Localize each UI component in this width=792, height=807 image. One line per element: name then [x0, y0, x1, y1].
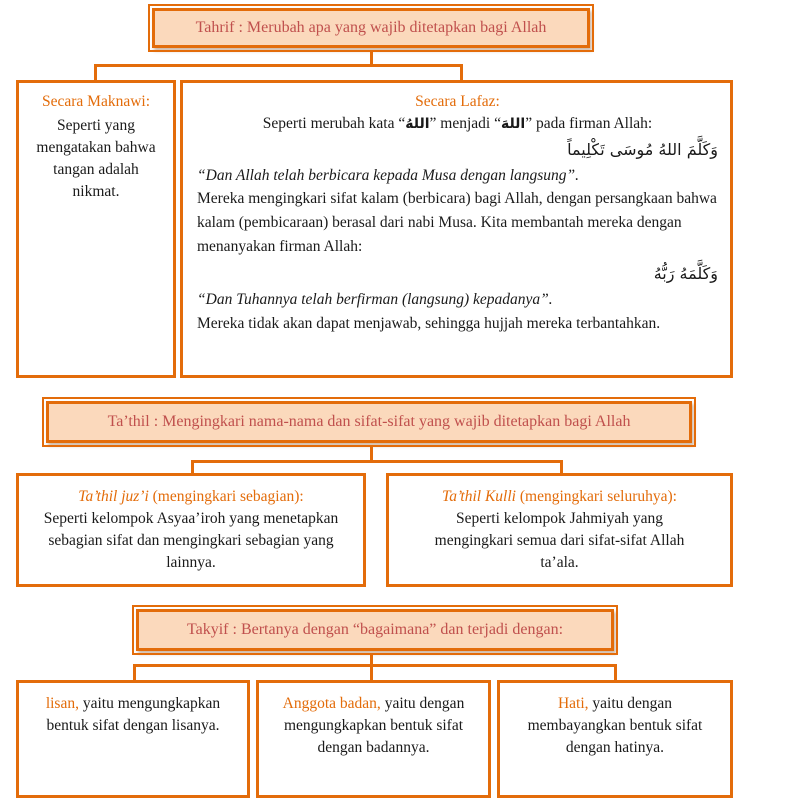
lafaz-intro-after: ” pada firman Allah:: [525, 115, 653, 132]
tahrif-header-text: Tahrif : Merubah apa yang wajib ditetapkan bagi Allah: [195, 19, 547, 36]
lafaz-intro-before: Seperti merubah kata “: [262, 115, 406, 132]
tathil-juzi-title-italic: Ta’thil juz’i: [78, 488, 149, 505]
tathil-juzi-title: [27, 486, 355, 508]
takyif-lisan-box: [16, 680, 250, 798]
takyif-connector-bar: [133, 664, 617, 667]
tathil-juzi-box: [16, 473, 366, 587]
takyif-header: [136, 609, 614, 651]
takyif-anggota-title: Anggota badan,: [282, 695, 381, 712]
takyif-connector-left: [133, 664, 136, 680]
tathil-connector-right: [560, 460, 563, 473]
tahrif-connector-bar: [94, 64, 463, 67]
maknawi-box: [16, 80, 176, 378]
tathil-header-text: Ta’thil : Mengingkari nama-nama dan sifat-sifat yang wajib ditetapkan bagi Allah: [107, 413, 631, 430]
takyif-lisan-title: lisan,: [45, 695, 79, 712]
tathil-kulli-title-italic: Ta’thil Kulli: [442, 488, 516, 505]
lafaz-paragraph-1: Mereka mengingkari sifat kalam (berbicara) bagi Allah, dengan persangkaan bahwa kalam (pembicaraan) berasal dari nabi Musa. Kita membantah mereka dengan menanyakan firman Allah:: [197, 190, 717, 255]
tathil-kulli-title: [399, 486, 720, 508]
tathil-kulli-title-rest: (mengingkari seluruhya):: [515, 488, 677, 505]
arabic-verse-1: وَكَلَّمَ اللهُ مُوسَى تَكْلِيماً: [567, 140, 718, 159]
takyif-hati-title: Hati,: [557, 695, 589, 712]
takyif-header-text: Takyif : Bertanya dengan “bagaimana” dan terjadi dengan:: [186, 621, 564, 638]
takyif-anggota-body: yaitu dengan mengungkapkan bentuk sifat dengan badannya.: [283, 695, 465, 756]
maknawi-title: Secara Maknawi:: [41, 93, 151, 110]
takyif-connector-mid: [370, 664, 373, 680]
lafaz-title: Secara Lafaz:: [415, 93, 500, 110]
tathil-connector-bar: [191, 460, 563, 463]
takyif-hati-body: yaitu dengan membayangkan bentuk sifat dengan hatinya.: [527, 695, 703, 756]
tahrif-header: [152, 8, 590, 48]
takyif-lisan-body: yaitu mengungkapkan bentuk sifat dengan lisanya.: [46, 695, 221, 734]
lafaz-intro-middle: ” menjadi “: [429, 115, 501, 132]
arabic-word-from: اللهُ: [405, 116, 430, 132]
lafaz-box: [180, 80, 733, 378]
tathil-header: [46, 401, 692, 443]
lafaz-paragraph-2: Mereka tidak akan dapat menjawab, sehingga hujjah mereka terbantahkan.: [197, 315, 661, 332]
tathil-juzi-body: Seperti kelompok Asyaa’iroh yang menetapkan sebagian sifat dan mengingkari sebagian yang lainnya.: [43, 510, 339, 571]
tahrif-connector-right: [460, 64, 463, 80]
translation-2: “Dan Tuhannya telah berfirman (langsung) kepadanya”.: [197, 291, 553, 308]
maknawi-body: Seperti yang mengatakan bahwa tangan adalah nikmat.: [36, 117, 156, 200]
takyif-anggota-box: [256, 680, 491, 798]
lafaz-intro: [197, 113, 718, 135]
translation-1: “Dan Allah telah berbicara kepada Musa dengan langsung”.: [197, 167, 580, 184]
takyif-connector-right: [614, 664, 617, 680]
tahrif-connector-left: [94, 64, 97, 80]
arabic-verse-2: وَكَلَّمَهُ رَبُّهُ: [653, 264, 718, 283]
tathil-juzi-title-rest: (mengingkari sebagian):: [148, 488, 304, 505]
takyif-hati-box: [497, 680, 733, 798]
tathil-kulli-box: [386, 473, 733, 587]
arabic-word-to: اللهَ: [500, 116, 526, 132]
tathil-connector-left: [191, 460, 194, 473]
tathil-kulli-body: Seperti kelompok Jahmiyah yang mengingkari semua dari sifat-sifat Allah ta’ala.: [434, 510, 685, 571]
